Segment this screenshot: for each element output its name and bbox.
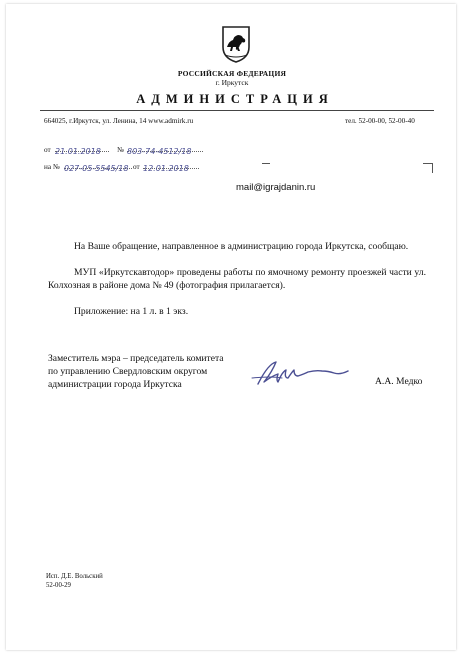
outgoing-number-label: №: [117, 146, 124, 154]
executor-name: Исп. Д.Е. Вольский: [46, 573, 103, 580]
incoming-number-handwritten: 027-05-5545/18: [64, 164, 129, 173]
from-label: от: [44, 146, 51, 154]
incoming-number-label: на №: [44, 163, 60, 171]
attachment-note: Приложение: на 1 л. в 1 экз.: [74, 306, 189, 317]
body-paragraph-2-text: МУП «Иркутскавтодор» проведены работы по ямочному ремонту проезжей части ул. Колхозная в районе дома № 49 (фотография прилагается).: [48, 267, 426, 291]
from-date-handwritten: 21.01.2018: [55, 147, 101, 156]
signer-position-line-2: по управлению Свердловским округом: [48, 366, 208, 377]
city-name: г. Иркутск: [215, 78, 249, 87]
outgoing-number-handwritten: 803-74-4512/18: [127, 147, 192, 156]
body-paragraph-1-text: На Ваше обращение, направленное в администрацию города Иркутска, сообщаю.: [74, 241, 409, 252]
header-divider: [40, 110, 434, 111]
country-name: РОССИЙСКАЯ ФЕДЕРАЦИЯ: [177, 69, 287, 78]
handwritten-signature: [250, 358, 370, 390]
organization-address: 664025, г.Иркутск, ул. Ленина, 14 www.admirk.ru: [44, 117, 194, 125]
incoming-from-label: от: [133, 163, 140, 171]
body-paragraph-1: [48, 240, 426, 253]
from-date-line: [55, 141, 109, 156]
address-block-corner-right: [423, 163, 433, 173]
executor-phone: 52-00-29: [46, 582, 71, 589]
incoming-number-line: [64, 158, 132, 173]
organization-phones: тел. 52-00-00, 52-00-40: [345, 117, 415, 125]
executor-info: [46, 572, 103, 590]
signer-position-line-3: администрации города Иркутска: [48, 379, 182, 390]
address-block-mark-left: [262, 163, 270, 164]
organization-title: АДМИНИСТРАЦИЯ: [136, 92, 334, 106]
recipient-email: mail@igrajdanin.ru: [236, 182, 316, 193]
signer-name: А.А. Медко: [375, 376, 423, 387]
body-paragraph-2: [48, 266, 426, 292]
incoming-date-line: [143, 158, 199, 173]
incoming-date-handwritten: 12.01.2018: [143, 164, 189, 173]
outgoing-number-line: [127, 141, 203, 156]
signer-position-line-1: Заместитель мэра – председатель комитета: [48, 353, 224, 364]
irkutsk-coat-of-arms-emblem: [221, 25, 251, 63]
